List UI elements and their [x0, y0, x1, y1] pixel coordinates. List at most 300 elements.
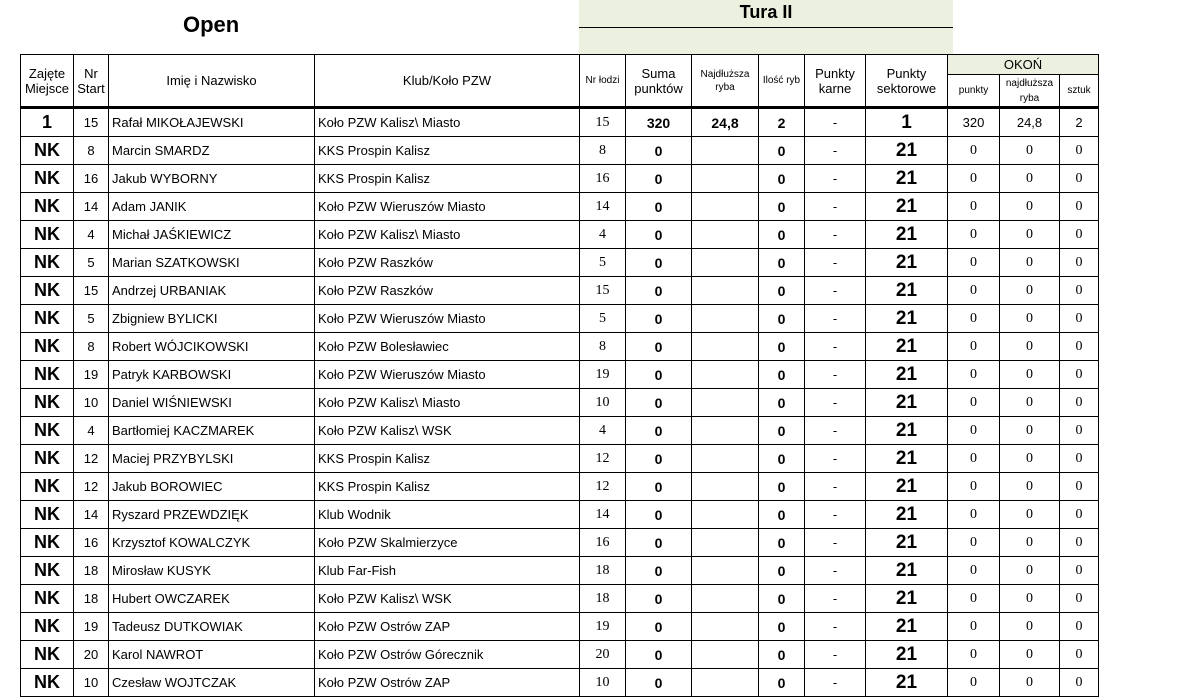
table-row — [21, 417, 1099, 445]
cell-okon-points: 0 — [948, 333, 1000, 361]
cell-name: Zbigniew BYLICKI — [109, 305, 315, 333]
tura-header-panel — [579, 0, 953, 54]
cell-start: 5 — [74, 249, 109, 277]
cell-name: Ryszard PRZEWDZIĘK — [109, 501, 315, 529]
cell-name: Adam JANIK — [109, 193, 315, 221]
cell-club: Koło PZW Ostrów ZAP — [315, 613, 580, 641]
cell-okon-count: 0 — [1060, 305, 1099, 333]
cell-penalty: - — [805, 361, 866, 389]
cell-count: 0 — [759, 389, 805, 417]
cell-boat: 14 — [580, 193, 626, 221]
cell-sum: 0 — [626, 445, 692, 473]
cell-okon-points: 0 — [948, 137, 1000, 165]
cell-sector: 21 — [866, 305, 948, 333]
cell-club: Klub Far-Fish — [315, 557, 580, 585]
cell-count: 0 — [759, 249, 805, 277]
cell-sum: 0 — [626, 613, 692, 641]
cell-okon-points: 0 — [948, 613, 1000, 641]
cell-longest — [692, 137, 759, 165]
table-row — [21, 193, 1099, 221]
cell-start: 12 — [74, 473, 109, 501]
cell-count: 0 — [759, 445, 805, 473]
cell-place: NK — [21, 473, 74, 501]
cell-okon-longest: 0 — [1000, 557, 1060, 585]
cell-longest — [692, 445, 759, 473]
cell-club: Koło PZW Wieruszów Miasto — [315, 305, 580, 333]
cell-name: Marcin SMARDZ — [109, 137, 315, 165]
cell-boat: 4 — [580, 221, 626, 249]
cell-longest — [692, 389, 759, 417]
cell-okon-longest: 0 — [1000, 613, 1060, 641]
cell-start: 15 — [74, 277, 109, 305]
cell-start: 5 — [74, 305, 109, 333]
cell-penalty: - — [805, 305, 866, 333]
cell-okon-count: 0 — [1060, 333, 1099, 361]
cell-boat: 18 — [580, 585, 626, 613]
cell-count: 0 — [759, 277, 805, 305]
cell-sector: 21 — [866, 613, 948, 641]
cell-okon-points: 0 — [948, 249, 1000, 277]
cell-club: Koło PZW Kalisz\ Miasto — [315, 389, 580, 417]
cell-club: Klub Wodnik — [315, 501, 580, 529]
cell-club: Koło PZW Kalisz\ Miasto — [315, 221, 580, 249]
cell-okon-points: 0 — [948, 389, 1000, 417]
cell-count: 0 — [759, 165, 805, 193]
cell-longest — [692, 165, 759, 193]
cell-count: 0 — [759, 137, 805, 165]
table-row — [21, 277, 1099, 305]
cell-penalty: - — [805, 501, 866, 529]
table-row — [21, 137, 1099, 165]
cell-club: KKS Prospin Kalisz — [315, 473, 580, 501]
cell-start: 18 — [74, 557, 109, 585]
cell-penalty: - — [805, 249, 866, 277]
cell-okon-longest: 0 — [1000, 669, 1060, 697]
cell-count: 0 — [759, 333, 805, 361]
cell-okon-longest: 0 — [1000, 641, 1060, 669]
cell-name: Krzysztof KOWALCZYK — [109, 529, 315, 557]
cell-longest — [692, 193, 759, 221]
cell-okon-longest: 0 — [1000, 529, 1060, 557]
cell-sum: 0 — [626, 529, 692, 557]
cell-okon-points: 0 — [948, 669, 1000, 697]
cell-longest — [692, 249, 759, 277]
cell-okon-count: 0 — [1060, 529, 1099, 557]
cell-penalty: - — [805, 669, 866, 697]
cell-okon-longest: 0 — [1000, 585, 1060, 613]
cell-club: Koło PZW Bolesławiec — [315, 333, 580, 361]
cell-okon-longest: 0 — [1000, 165, 1060, 193]
cell-okon-points: 0 — [948, 277, 1000, 305]
table-body — [21, 108, 1099, 697]
cell-club: Koło PZW Raszków — [315, 277, 580, 305]
cell-name: Tadeusz DUTKOWIAK — [109, 613, 315, 641]
cell-count: 0 — [759, 557, 805, 585]
header-penalty: Punkty karne — [805, 55, 866, 108]
cell-okon-longest: 0 — [1000, 249, 1060, 277]
cell-place: NK — [21, 137, 74, 165]
cell-club: KKS Prospin Kalisz — [315, 137, 580, 165]
cell-okon-count: 0 — [1060, 501, 1099, 529]
cell-longest: 24,8 — [692, 108, 759, 137]
cell-start: 4 — [74, 417, 109, 445]
cell-okon-points: 0 — [948, 473, 1000, 501]
cell-start: 16 — [74, 165, 109, 193]
cell-sector: 21 — [866, 641, 948, 669]
cell-start: 10 — [74, 389, 109, 417]
cell-count: 0 — [759, 193, 805, 221]
cell-place: NK — [21, 529, 74, 557]
cell-okon-longest: 0 — [1000, 473, 1060, 501]
cell-penalty: - — [805, 277, 866, 305]
cell-count: 0 — [759, 613, 805, 641]
cell-start: 10 — [74, 669, 109, 697]
cell-club: KKS Prospin Kalisz — [315, 165, 580, 193]
table-row — [21, 108, 1099, 137]
cell-count: 0 — [759, 501, 805, 529]
cell-penalty: - — [805, 137, 866, 165]
cell-sum: 0 — [626, 361, 692, 389]
cell-boat: 18 — [580, 557, 626, 585]
cell-penalty: - — [805, 557, 866, 585]
cell-penalty: - — [805, 417, 866, 445]
cell-penalty: - — [805, 445, 866, 473]
cell-count: 2 — [759, 108, 805, 137]
header-okon: OKOŃ — [948, 55, 1099, 75]
cell-sector: 21 — [866, 361, 948, 389]
cell-name: Bartłomiej KACZMAREK — [109, 417, 315, 445]
cell-okon-count: 0 — [1060, 137, 1099, 165]
cell-name: Jakub BOROWIEC — [109, 473, 315, 501]
cell-club: KKS Prospin Kalisz — [315, 445, 580, 473]
cell-start: 4 — [74, 221, 109, 249]
cell-sum: 0 — [626, 417, 692, 445]
cell-boat: 8 — [580, 333, 626, 361]
cell-place: NK — [21, 193, 74, 221]
cell-longest — [692, 585, 759, 613]
table-row — [21, 669, 1099, 697]
cell-count: 0 — [759, 473, 805, 501]
cell-longest — [692, 361, 759, 389]
table-row — [21, 221, 1099, 249]
cell-sector: 21 — [866, 221, 948, 249]
cell-name: Michał JAŚKIEWICZ — [109, 221, 315, 249]
cell-okon-points: 0 — [948, 501, 1000, 529]
cell-sector: 21 — [866, 249, 948, 277]
cell-longest — [692, 277, 759, 305]
table-row — [21, 165, 1099, 193]
cell-place: NK — [21, 305, 74, 333]
header-okon-longest: najdłuższa ryba — [1000, 75, 1060, 108]
cell-club: Koło PZW Kalisz\ WSK — [315, 417, 580, 445]
cell-boat: 16 — [580, 529, 626, 557]
header-place: Zajęte Miejsce — [21, 55, 74, 108]
cell-penalty: - — [805, 641, 866, 669]
cell-sum: 0 — [626, 389, 692, 417]
cell-sum: 0 — [626, 305, 692, 333]
cell-boat: 10 — [580, 389, 626, 417]
cell-place: NK — [21, 417, 74, 445]
cell-start: 8 — [74, 333, 109, 361]
cell-name: Daniel WIŚNIEWSKI — [109, 389, 315, 417]
cell-club: Koło PZW Skalmierzyce — [315, 529, 580, 557]
cell-okon-points: 0 — [948, 193, 1000, 221]
cell-okon-longest: 0 — [1000, 417, 1060, 445]
cell-start: 14 — [74, 193, 109, 221]
header-name: Imię i Nazwisko — [109, 55, 315, 108]
table-header — [21, 55, 1099, 108]
cell-okon-longest: 0 — [1000, 361, 1060, 389]
cell-okon-longest: 24,8 — [1000, 108, 1060, 137]
cell-place: NK — [21, 361, 74, 389]
cell-place: NK — [21, 445, 74, 473]
cell-count: 0 — [759, 417, 805, 445]
cell-longest — [692, 641, 759, 669]
cell-sum: 0 — [626, 249, 692, 277]
cell-okon-count: 0 — [1060, 669, 1099, 697]
cell-longest — [692, 501, 759, 529]
cell-okon-points: 0 — [948, 585, 1000, 613]
cell-sum: 0 — [626, 669, 692, 697]
cell-okon-count: 0 — [1060, 585, 1099, 613]
cell-name: Patryk KARBOWSKI — [109, 361, 315, 389]
cell-penalty: - — [805, 529, 866, 557]
cell-okon-longest: 0 — [1000, 305, 1060, 333]
cell-place: NK — [21, 249, 74, 277]
cell-boat: 15 — [580, 277, 626, 305]
header-club: Klub/Koło PZW — [315, 55, 580, 108]
cell-name: Marian SZATKOWSKI — [109, 249, 315, 277]
cell-okon-count: 0 — [1060, 165, 1099, 193]
cell-sum: 0 — [626, 473, 692, 501]
cell-okon-longest: 0 — [1000, 137, 1060, 165]
cell-name: Andrzej URBANIAK — [109, 277, 315, 305]
cell-count: 0 — [759, 221, 805, 249]
cell-start: 19 — [74, 613, 109, 641]
cell-place: NK — [21, 669, 74, 697]
header-longest: Najdłuższa ryba — [692, 55, 759, 108]
cell-penalty: - — [805, 165, 866, 193]
cell-count: 0 — [759, 529, 805, 557]
cell-okon-count: 0 — [1060, 249, 1099, 277]
table-row — [21, 389, 1099, 417]
cell-count: 0 — [759, 361, 805, 389]
cell-okon-count: 0 — [1060, 221, 1099, 249]
cell-sum: 0 — [626, 557, 692, 585]
cell-name: Mirosław KUSYK — [109, 557, 315, 585]
cell-longest — [692, 417, 759, 445]
cell-start: 19 — [74, 361, 109, 389]
cell-sum: 0 — [626, 193, 692, 221]
cell-name: Hubert OWCZAREK — [109, 585, 315, 613]
header-boat: Nr łodzi — [580, 55, 626, 108]
table-row — [21, 473, 1099, 501]
cell-longest — [692, 557, 759, 585]
table-row — [21, 641, 1099, 669]
header-count: Ilość ryb — [759, 55, 805, 108]
cell-start: 12 — [74, 445, 109, 473]
cell-place: NK — [21, 641, 74, 669]
cell-okon-longest: 0 — [1000, 277, 1060, 305]
results-table — [20, 54, 1099, 697]
cell-okon-points: 0 — [948, 641, 1000, 669]
cell-okon-count: 0 — [1060, 445, 1099, 473]
cell-penalty: - — [805, 585, 866, 613]
cell-okon-longest: 0 — [1000, 445, 1060, 473]
cell-okon-points: 0 — [948, 221, 1000, 249]
cell-boat: 14 — [580, 501, 626, 529]
cell-sector: 21 — [866, 333, 948, 361]
cell-longest — [692, 473, 759, 501]
cell-sector: 21 — [866, 473, 948, 501]
cell-start: 14 — [74, 501, 109, 529]
cell-boat: 12 — [580, 445, 626, 473]
header-sector: Punkty sektorowe — [866, 55, 948, 108]
cell-place: NK — [21, 165, 74, 193]
cell-place: 1 — [21, 108, 74, 137]
cell-place: NK — [21, 557, 74, 585]
cell-longest — [692, 529, 759, 557]
header-okon-points: punkty — [948, 75, 1000, 108]
cell-sector: 21 — [866, 417, 948, 445]
cell-boat: 8 — [580, 137, 626, 165]
header-sum: Suma punktów — [626, 55, 692, 108]
cell-okon-points: 0 — [948, 557, 1000, 585]
table-row — [21, 613, 1099, 641]
cell-okon-count: 0 — [1060, 613, 1099, 641]
cell-longest — [692, 305, 759, 333]
table-row — [21, 585, 1099, 613]
table-row — [21, 361, 1099, 389]
cell-penalty: - — [805, 221, 866, 249]
cell-place: NK — [21, 613, 74, 641]
cell-longest — [692, 613, 759, 641]
header-start: Nr Start — [74, 55, 109, 108]
cell-sum: 0 — [626, 165, 692, 193]
cell-okon-points: 0 — [948, 361, 1000, 389]
cell-okon-count: 0 — [1060, 473, 1099, 501]
cell-start: 15 — [74, 108, 109, 137]
cell-okon-points: 0 — [948, 529, 1000, 557]
cell-club: Koło PZW Ostrów ZAP — [315, 669, 580, 697]
cell-sector: 21 — [866, 193, 948, 221]
cell-club: Koło PZW Ostrów Górecznik — [315, 641, 580, 669]
cell-penalty: - — [805, 473, 866, 501]
cell-count: 0 — [759, 305, 805, 333]
cell-place: NK — [21, 389, 74, 417]
cell-penalty: - — [805, 108, 866, 137]
cell-boat: 15 — [580, 108, 626, 137]
table-row — [21, 529, 1099, 557]
cell-sector: 21 — [866, 277, 948, 305]
cell-boat: 19 — [580, 361, 626, 389]
cell-okon-longest: 0 — [1000, 389, 1060, 417]
cell-name: Robert WÓJCIKOWSKI — [109, 333, 315, 361]
cell-count: 0 — [759, 641, 805, 669]
cell-okon-points: 0 — [948, 165, 1000, 193]
cell-place: NK — [21, 585, 74, 613]
cell-sector: 21 — [866, 389, 948, 417]
cell-sum: 0 — [626, 277, 692, 305]
page-title: Open — [183, 12, 240, 37]
cell-okon-count: 0 — [1060, 193, 1099, 221]
cell-okon-points: 320 — [948, 108, 1000, 137]
cell-sum: 0 — [626, 641, 692, 669]
cell-count: 0 — [759, 585, 805, 613]
cell-okon-count: 0 — [1060, 641, 1099, 669]
cell-sector: 21 — [866, 137, 948, 165]
cell-longest — [692, 669, 759, 697]
table-row — [21, 333, 1099, 361]
table-row — [21, 249, 1099, 277]
cell-place: NK — [21, 277, 74, 305]
cell-sector: 21 — [866, 669, 948, 697]
cell-start: 20 — [74, 641, 109, 669]
cell-penalty: - — [805, 389, 866, 417]
cell-place: NK — [21, 501, 74, 529]
cell-okon-points: 0 — [948, 417, 1000, 445]
table-row — [21, 557, 1099, 585]
cell-okon-count: 0 — [1060, 277, 1099, 305]
cell-name: Rafał MIKOŁAJEWSKI — [109, 108, 315, 137]
cell-okon-count: 0 — [1060, 361, 1099, 389]
cell-longest — [692, 333, 759, 361]
cell-club: Koło PZW Wieruszów Miasto — [315, 361, 580, 389]
cell-sector: 1 — [866, 108, 948, 137]
cell-penalty: - — [805, 193, 866, 221]
table-row — [21, 501, 1099, 529]
cell-boat: 20 — [580, 641, 626, 669]
cell-boat: 16 — [580, 165, 626, 193]
tura-title: Tura II — [579, 2, 953, 28]
cell-sum: 0 — [626, 501, 692, 529]
cell-sum: 0 — [626, 137, 692, 165]
cell-okon-longest: 0 — [1000, 501, 1060, 529]
cell-place: NK — [21, 221, 74, 249]
cell-club: Koło PZW Raszków — [315, 249, 580, 277]
cell-start: 16 — [74, 529, 109, 557]
cell-sector: 21 — [866, 445, 948, 473]
cell-okon-count: 0 — [1060, 557, 1099, 585]
cell-sector: 21 — [866, 529, 948, 557]
cell-okon-longest: 0 — [1000, 333, 1060, 361]
cell-sector: 21 — [866, 557, 948, 585]
cell-okon-longest: 0 — [1000, 221, 1060, 249]
cell-name: Czesław WOJTCZAK — [109, 669, 315, 697]
cell-name: Maciej PRZYBYLSKI — [109, 445, 315, 473]
cell-boat: 10 — [580, 669, 626, 697]
cell-boat: 4 — [580, 417, 626, 445]
cell-penalty: - — [805, 333, 866, 361]
cell-count: 0 — [759, 669, 805, 697]
cell-sum: 320 — [626, 108, 692, 137]
cell-sector: 21 — [866, 165, 948, 193]
cell-start: 8 — [74, 137, 109, 165]
cell-okon-longest: 0 — [1000, 193, 1060, 221]
cell-sum: 0 — [626, 221, 692, 249]
table-row — [21, 305, 1099, 333]
cell-place: NK — [21, 333, 74, 361]
cell-okon-count: 0 — [1060, 417, 1099, 445]
cell-sum: 0 — [626, 333, 692, 361]
cell-sector: 21 — [866, 585, 948, 613]
cell-name: Karol NAWROT — [109, 641, 315, 669]
cell-club: Koło PZW Kalisz\ WSK — [315, 585, 580, 613]
cell-name: Jakub WYBORNY — [109, 165, 315, 193]
cell-sector: 21 — [866, 501, 948, 529]
cell-boat: 12 — [580, 473, 626, 501]
cell-start: 18 — [74, 585, 109, 613]
